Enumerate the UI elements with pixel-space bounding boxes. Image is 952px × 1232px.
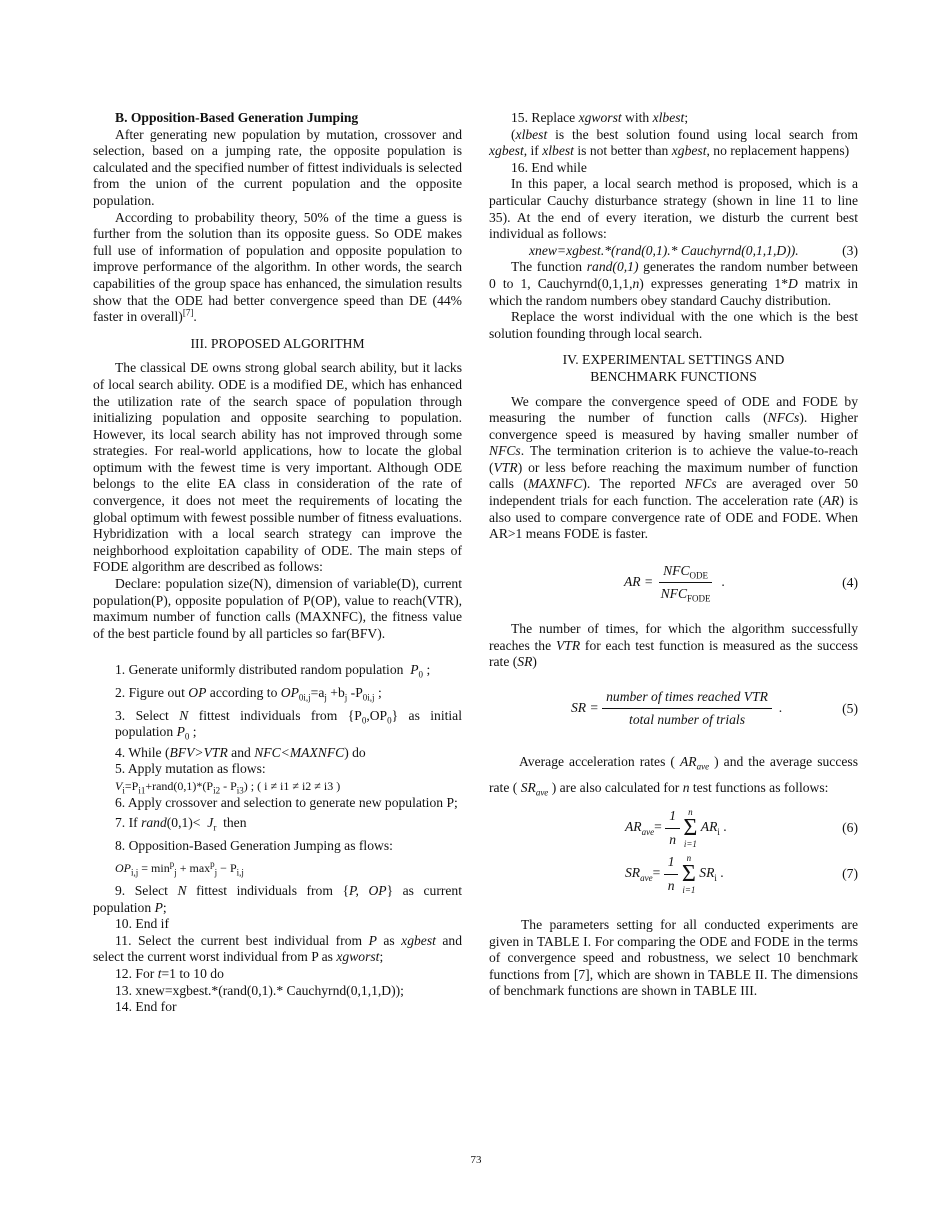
- algorithm-step: 5. Apply mutation as flows:: [115, 761, 266, 777]
- algorithm-note: (xlbest is the best solution found using local search from xgbest, if xlbest is not better than xgbest, no replacement happens): [489, 126, 859, 159]
- fraction: $\frac{\text{number of times reached VTR}}{\text{total number of trials}}$: [602, 689, 772, 729]
- equation-3: [489, 243, 858, 260]
- paragraph: The classical DE owns strong global search ability, but it lacks of local search ability. ODE is a modified DE, which has enhanced the utilization rate of the search space of population through initializing population and opposite searching to population. However, its local search ability has not improved through some strategies. For real-world applications, how to locate the global optimum with the fewest time is very important. Although ODE belongs to the elite EA class in consideration of the rate of convergence, it does not meet the requirements of locating the global optimum with fewest possible number of fitness evaluations. Hybridization with a local search strategy can improve the neighborhood exploitation capability of ODE. The main steps of FODE algorithm are described as follows:: [93, 360, 462, 575]
- paragraph: The parameters setting for all conducted experiments are given in TABLE I. For comparing the ODE and FODE in the terms of convergence speed and robustness, we select 10 benchmark functions from [7], which are shown in TABLE II. The dimensions of benchmark functions are shown in TABLE III.: [489, 917, 858, 999]
- equation-number: (5): [842, 700, 858, 716]
- paragraph: Declare: population size(N), dimension of variable(D), current population(P), opposite population of P(OP), value to reach(VTR), maximum number of function calls (MAXNFC), the fitness value of the best particle found by all particles so far(BFV).: [93, 576, 462, 641]
- algorithm-step: 10. End if: [115, 916, 169, 932]
- equation-6: [489, 807, 858, 849]
- fraction: $\frac{1}{n}$: [664, 854, 679, 894]
- equation-6-body: $AR_{ave}=$ $\frac{1}{n}$ n Σ i=1 $AR_i$ .: [625, 807, 727, 849]
- fraction: $\frac{1}{n}$: [665, 808, 680, 848]
- algorithm-step: 9. Select N fittest individuals from {P, OP} as current population P;: [93, 882, 462, 915]
- summation: n Σ i=1: [683, 807, 698, 849]
- paragraph: We compare the convergence speed of ODE and FODE by measuring the number of function calls (NFCs). Higher convergence speed is measured by having smaller number of NFCs. The termination criterion is to achieve the value-to-reach (VTR) or less before reaching the maximum number of function calls (MAXNFC). The reported NFCs are averaged over 50 independent trials for each function. The acceleration rate (AR) is also used to compare convergence rate of ODE and FODE. When AR>1 means FODE is faster.: [489, 393, 859, 542]
- equation-5: [489, 689, 858, 729]
- algorithm-step: 4. While (BFV>VTR and NFC<MAXNFC) do: [115, 744, 366, 760]
- left-column: [93, 110, 462, 1016]
- paragraph: In this paper, a local search method is proposed, which is a particular Cauchy disturbance strategy (shown in line 11 to line 35). At the end of every iteration, we disturb the current best individual as follows:: [489, 176, 858, 242]
- equation-4: [489, 563, 858, 603]
- paragraph: Replace the worst individual with the one which is the best solution founding through local search.: [489, 309, 858, 341]
- algorithm-step: 3. Select N fittest individuals from $\{P_0,OP_0\}$ as initial population $P_0$ ;: [115, 707, 462, 742]
- equation-number: (7): [842, 865, 858, 881]
- equation-7-body: $SR_{ave}=$ $\frac{1}{n}$ n Σ i=1 $SR_i$ .: [625, 853, 724, 895]
- paragraph: After generating new population by mutation, crossover and selection, based on a jumping rate, the opposite population is calculated and the specified number of fittest individuals is selected from the union of the current population and the opposite population.: [93, 126, 462, 208]
- algorithm-step: 16. End while: [511, 159, 587, 175]
- paragraph: The function rand(0,1) generates the random number between 0 to 1, Cauchyrnd(0,1,1,n) expresses generating 1*D matrix in which the random numbers obey standard Cauchy distribution.: [489, 259, 858, 308]
- equation-4-body: AR = $\frac{NFC_{ODE}}{NFC_{FODE}}$ .: [624, 562, 725, 605]
- page-number: 73: [470, 1154, 482, 1166]
- section-heading: BENCHMARK FUNCTIONS: [590, 368, 757, 384]
- paragraph: According to probability theory, 50% of the time a guess is further from the solution than its opposite guess. So ODE makes full use of information of population and opposite population to improve performance of the algorithm. In other words, the search capabilities of the group space has enhanced, the simulation results show that the ODE had better convergence speed than DE (44% faster in overall)[7].: [93, 209, 462, 325]
- equation-7: [489, 853, 858, 895]
- equation-5-body: SR = $\frac{\text{number of times reached VTR}}{\text{total number of trials}}$ .: [571, 688, 783, 728]
- algorithm-step: 7. If rand(0,1)< $J_r$ then: [115, 815, 247, 833]
- summation: n Σ i=1: [681, 853, 696, 895]
- algorithm-step: 13. xnew=xgbest.*(rand(0,1).* Cauchyrnd(0,1,1,D));: [115, 982, 404, 998]
- algorithm-step: 2. Figure out OP according to $OP_{0i,j}=a_j +b_j$ $-P_{0i,j}$ ;: [115, 685, 382, 703]
- citation: [7]: [182, 307, 194, 318]
- algorithm-step: 11. Select the current best individual from P as xgbest and select the current worst individual from P as xgworst;: [93, 932, 463, 965]
- paragraph: The number of times, for which the algorithm successfully reaches the VTR for each test function is measured as the success rate (SR): [489, 621, 859, 670]
- section-heading: III. PROPOSED ALGORITHM: [190, 335, 365, 351]
- algorithm-step: 8. Opposition-Based Generation Jumping as flows:: [115, 837, 393, 853]
- equation-number: (3): [842, 242, 858, 258]
- algorithm-step: 12. For t=1 to 10 do: [115, 965, 224, 981]
- subsection-heading: B. Opposition-Based Generation Jumping: [115, 110, 359, 125]
- equation-number: (6): [842, 819, 858, 835]
- jumping-formula: $OP_{i,j} = \min^p_j + \max^p_j - P_{i,j}$: [115, 859, 244, 878]
- fraction: $\frac{NFC_{ODE}}{NFC_{FODE}}$: [660, 562, 711, 605]
- equation-number: (4): [842, 574, 858, 590]
- right-column: [489, 110, 858, 1000]
- mutation-formula: $V_i=P_{i1}+rand(0,1)*(P_{i2} - P_{i3})$ ; ( i ≠ i1 ≠ i2 ≠ i3 ): [115, 778, 341, 796]
- equation-3-body: xnew=xgbest.*(rand(0,1).* Cauchyrnd(0,1,1,D)).: [529, 242, 799, 258]
- paragraph: Average acceleration rates ( $AR_{ave}$ ) and the average success rate ( $SR_{ave}$ ) are also calculated for n test functions as follows:: [489, 754, 858, 798]
- section-heading: IV. EXPERIMENTAL SETTINGS AND: [562, 352, 785, 368]
- algorithm-step: 6. Apply crossover and selection to generate new population P;: [115, 794, 458, 810]
- algorithm-step: 14. End for: [115, 999, 177, 1015]
- algorithm-step: 15. Replace xgworst with xlbest;: [511, 110, 689, 125]
- algorithm-step: 1. Generate uniformly distributed random population $P_0$ ;: [115, 662, 431, 681]
